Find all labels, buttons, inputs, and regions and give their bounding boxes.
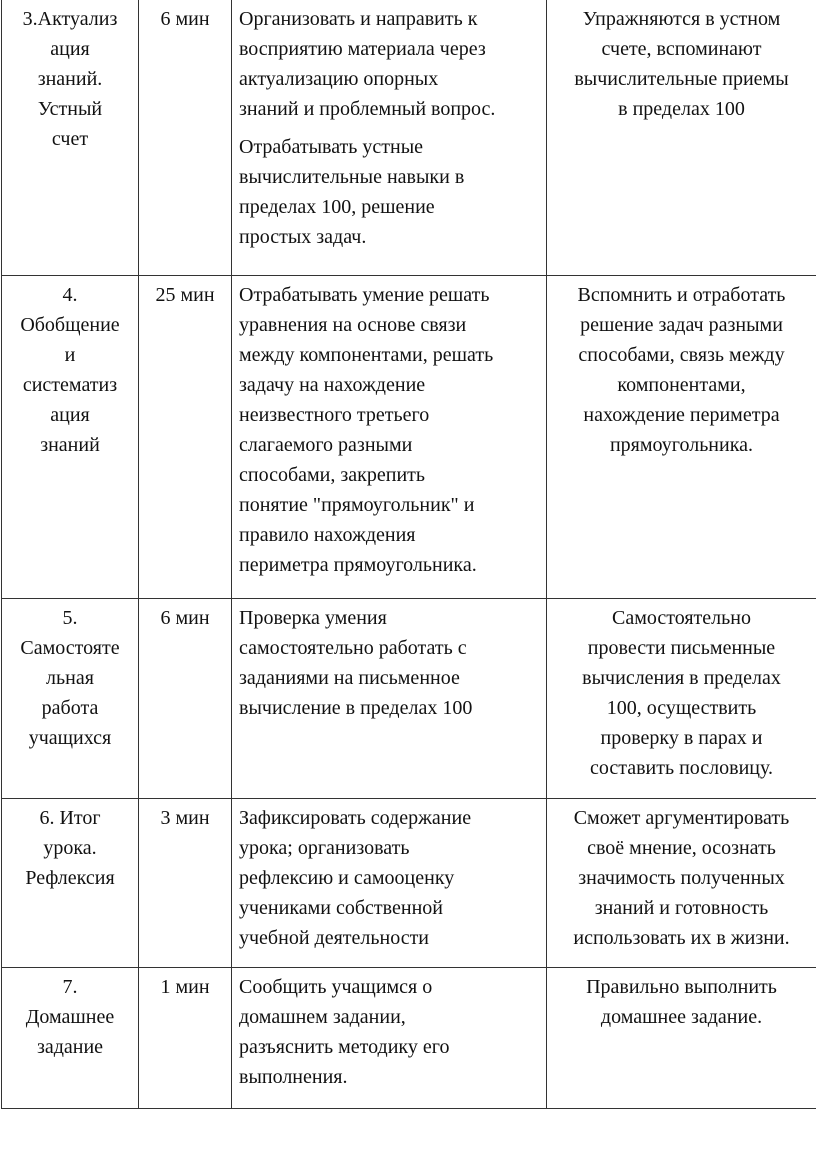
time-cell	[139, 0, 232, 276]
students-line: провести письменные	[587, 637, 776, 659]
student-activity-cell	[547, 0, 816, 276]
stage-line: счет	[51, 128, 89, 150]
stage-line: льная	[46, 667, 94, 689]
stage-line: Самостояте	[20, 637, 120, 659]
stage-line: Обобщение	[20, 314, 120, 336]
teacher-activity-cell	[232, 968, 547, 1109]
paragraph	[239, 972, 540, 1092]
students-line: решение задач разными	[580, 314, 783, 336]
stage-cell	[2, 968, 139, 1109]
students-line: использовать их в жизни.	[573, 927, 790, 949]
teacher-line: Организовать и направить к	[239, 8, 478, 30]
stage-line: 5.	[62, 607, 78, 629]
student-activity-cell	[547, 276, 816, 599]
teacher-line: Сообщить учащимся о	[239, 976, 433, 998]
paragraph	[239, 4, 540, 124]
time-line: 1 мин	[160, 976, 210, 998]
stage-line: и	[64, 344, 76, 366]
students-line: Сможет аргументировать	[573, 807, 790, 829]
stage-line: знаний.	[37, 68, 103, 90]
teacher-line: периметра прямоугольника.	[239, 554, 477, 576]
teacher-line: выполнения.	[239, 1066, 348, 1088]
teacher-line: между компонентами, решать	[239, 344, 494, 366]
stage-line: ация	[50, 38, 90, 60]
table-row	[2, 799, 816, 968]
stage-line: задание	[36, 1036, 104, 1058]
stage-cell	[2, 599, 139, 799]
paragraph	[239, 132, 540, 252]
teacher-activity-cell	[232, 276, 547, 599]
stage-line: ация	[50, 404, 90, 426]
students-line: Самостоятельно	[612, 607, 751, 629]
students-line: домашнее задание.	[600, 1006, 763, 1028]
teacher-line: понятие "прямоугольник" и	[239, 494, 475, 516]
students-line: значимость полученных	[578, 867, 785, 889]
stage-line: Рефлексия	[25, 867, 115, 889]
teacher-line: способами, закрепить	[239, 464, 426, 486]
teacher-line: восприятию материала через	[239, 38, 486, 60]
students-line: компонентами,	[617, 374, 746, 396]
students-line: Вспомнить и отработать	[577, 284, 786, 306]
time-cell	[139, 599, 232, 799]
stage-line: учащихся	[28, 727, 112, 749]
students-line: знаний и готовность	[594, 897, 769, 919]
teacher-line: самостоятельно работать с	[239, 637, 467, 659]
teacher-line: уравнения на основе связи	[239, 314, 467, 336]
students-line: в пределах 100	[618, 98, 745, 120]
time-line: 3 мин	[160, 807, 210, 829]
students-line: Упражняются в устном	[582, 8, 781, 30]
student-activity-cell	[547, 799, 816, 968]
student-activity-cell	[547, 968, 816, 1109]
students-line: составить пословицу.	[589, 757, 774, 779]
stage-cell	[2, 0, 139, 276]
teacher-line: учебной деятельности	[239, 927, 430, 949]
teacher-line: неизвестного третьего	[239, 404, 430, 426]
paragraph	[239, 803, 540, 953]
teacher-line: задачу на нахождение	[239, 374, 426, 396]
time-line: 6 мин	[160, 607, 210, 629]
stage-line: 3.Актуализ	[22, 8, 118, 30]
students-line: способами, связь между	[578, 344, 785, 366]
teacher-line: учениками собственной	[239, 897, 443, 919]
teacher-line: пределах 100, решение	[239, 196, 435, 218]
teacher-line: домашнем задании,	[239, 1006, 406, 1028]
table-row	[2, 276, 816, 599]
students-line: вычисления в пределах	[582, 667, 781, 689]
time-cell	[139, 968, 232, 1109]
paragraph	[239, 280, 540, 580]
time-cell	[139, 276, 232, 599]
stage-line: Устный	[37, 98, 103, 120]
teacher-activity-cell	[232, 799, 547, 968]
teacher-line: простых задач.	[239, 226, 367, 248]
teacher-line: заданиями на письменное	[239, 667, 460, 689]
stage-line: знаний	[40, 434, 100, 456]
student-activity-cell	[547, 599, 816, 799]
students-line: счете, вспоминают	[601, 38, 762, 60]
teacher-activity-cell	[232, 0, 547, 276]
stage-cell	[2, 276, 139, 599]
stage-line: 4.	[62, 284, 78, 306]
stage-line: 7.	[62, 976, 78, 998]
students-line: Правильно выполнить	[586, 976, 777, 998]
table-row	[2, 0, 816, 276]
students-line: своё мнение, осознать	[587, 837, 776, 859]
teacher-line: вычислительные навыки в	[239, 166, 465, 188]
teacher-line: актуализацию опорных	[239, 68, 439, 90]
stage-line: Домашнее	[25, 1006, 115, 1028]
students-line: прямоугольника.	[609, 434, 754, 456]
teacher-line: разъяснить методику его	[239, 1036, 450, 1058]
teacher-line: вычисление в пределах 100	[239, 697, 473, 719]
teacher-line: Зафиксировать содержание	[239, 807, 472, 829]
time-line: 25 мин	[155, 284, 215, 306]
stage-line: работа	[41, 697, 99, 719]
teacher-line: Отрабатывать умение решать	[239, 284, 490, 306]
stage-line: 6. Итог	[39, 807, 101, 829]
teacher-line: Отрабатывать устные	[239, 136, 424, 158]
table-row	[2, 968, 816, 1109]
teacher-line: слагаемого разными	[239, 434, 413, 456]
teacher-line: знаний и проблемный вопрос.	[239, 98, 496, 120]
students-line: проверку в парах и	[600, 727, 763, 749]
teacher-line: правило нахождения	[239, 524, 416, 546]
stage-line: систематиз	[22, 374, 118, 396]
time-cell	[139, 799, 232, 968]
paragraph	[239, 603, 540, 723]
teacher-activity-cell	[232, 599, 547, 799]
students-line: вычислительные приемы	[574, 68, 789, 90]
stage-cell	[2, 799, 139, 968]
teacher-line: рефлексию и самооценку	[239, 867, 455, 889]
table-row	[2, 599, 816, 799]
students-line: 100, осуществить	[606, 697, 757, 719]
stage-line: урока.	[43, 837, 97, 859]
lesson-plan-table	[1, 0, 816, 1109]
teacher-line: Проверка умения	[239, 607, 387, 629]
time-line: 6 мин	[160, 8, 210, 30]
students-line: нахождение периметра	[583, 404, 780, 426]
teacher-line: урока; организовать	[239, 837, 410, 859]
